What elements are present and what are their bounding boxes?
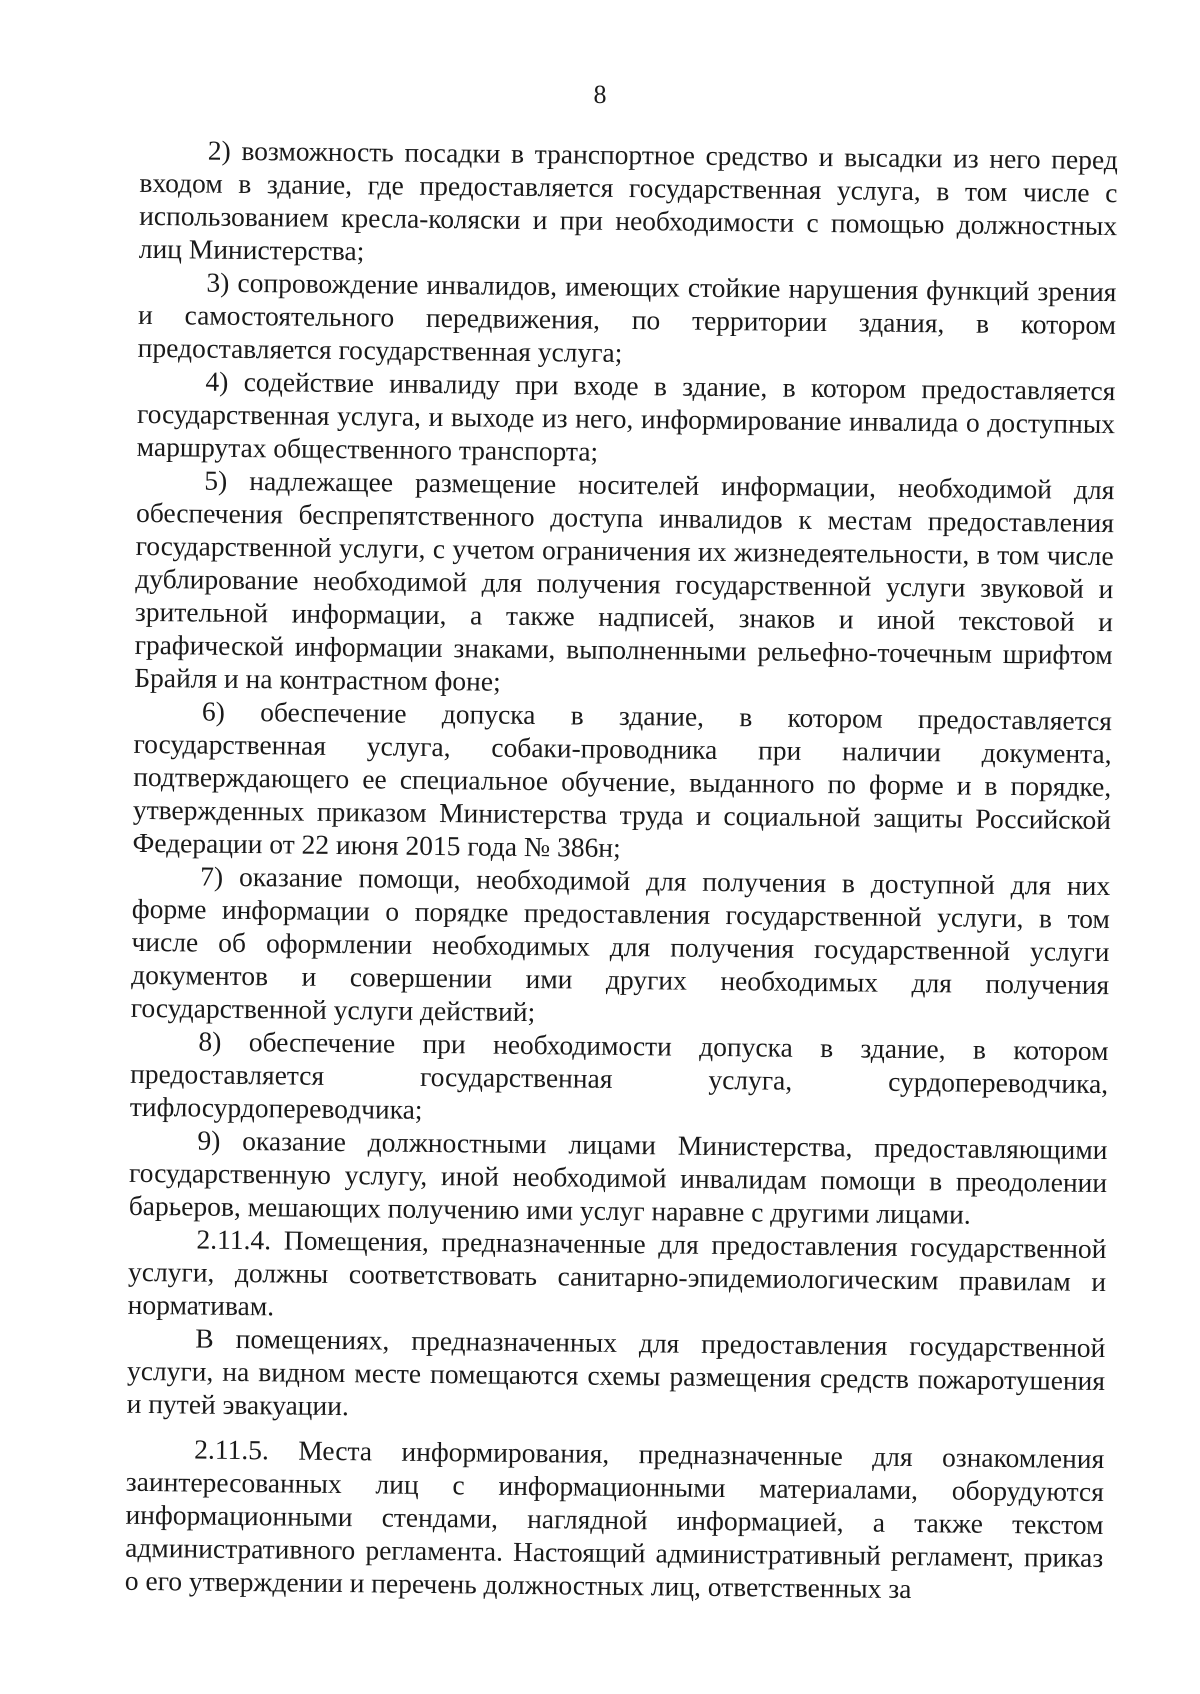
paragraph-item-7: 7) оказание помощи, необходимой для получения в доступной для них форме информации о порядке предоставления государственной услуги, в том числе об оформлении необходимых для получения государственной услуги документов и совершении ими других необходимых для получения государственной услуги действий; bbox=[130, 860, 1111, 1028]
page-number: 8 bbox=[593, 80, 607, 109]
paragraph-item-9: 9) оказание должностными лицами Министерства, предоставляющими государственную услугу, иной необходимой инвалидам помощи в преодолении барьеров, мешающих получению ими услуг наравне с другими лицами. bbox=[128, 1124, 1108, 1230]
paragraph-item-5: 5) надлежащее размещение носителей информации, необходимой для обеспечения беспрепятственного доступа инвалидов к местам предоставления государственной услуги, с учетом ограничения их жизнедеятельности, в том числе дублирование необходимой для получения государственной услуги звуковой и зрительной информации, а также надписей, знаков и иной текстовой и графической информации знаками, выполненными рельефно-точечным шрифтом Брайля и на контрастном фоне; bbox=[134, 464, 1115, 697]
paragraph-2-11-5: 2.11.5. Места информирования, предназначенные для ознакомления заинтересованных лиц с информационными материалами, оборудуются информационными стендами, наглядной информацией, а также текстом административного регламента. Настоящий административный регламент, приказ о его утверждении и перечень должностных лиц, ответственных за bbox=[124, 1433, 1105, 1605]
paragraph-2-11-4: 2.11.4. Помещения, предназначенные для предоставления государственной услуги, должны соответствовать санитарно-эпидемиологическим правилам и нормативам. bbox=[127, 1223, 1107, 1322]
paragraph-item-6: 6) обеспечение допуска в здание, в котором предоставляется государственная услуга, собаки-проводника при наличии документа, подтверждающего ее специальное обучение, выданного по форме и в порядке, утвержденных приказом Министерства труда и социальной защиты Российской Федерации от 22 июня 2015 года № 386н; bbox=[132, 695, 1113, 863]
paragraph-item-3: 3) сопровождение инвалидов, имеющих стойкие нарушения функций зрения и самостоятельного передвижения, по территории здания, в котором предоставляется государственная услуга; bbox=[137, 266, 1117, 368]
paragraph-evacuation: В помещениях, предназначенных для предоставления государственной услуги, на видном месте помещаются схемы размещения средств пожаротушения и путей эвакуации. bbox=[126, 1322, 1106, 1422]
paragraph-item-8: 8) обеспечение при необходимости допуска в здание, в котором предоставляется государственная услуга, сурдопереводчика, тифлосурдопереводчика; bbox=[129, 1025, 1109, 1125]
paragraph-item-4: 4) содействие инвалиду при входе в здание, в котором предоставляется государственная услуга, и выходе из него, информирование инвалида о доступных маршрутах общественного транспорта; bbox=[136, 365, 1116, 467]
paragraph-item-2: 2) возможность посадки в транспортное средство и высадки из него перед входом в здание, где предоставляется государственная услуга, в том числе с использованием кресла-коляски и при необходимости с помощью должностных лиц Министерства; bbox=[138, 134, 1118, 267]
document-body bbox=[125, 133, 1118, 1607]
